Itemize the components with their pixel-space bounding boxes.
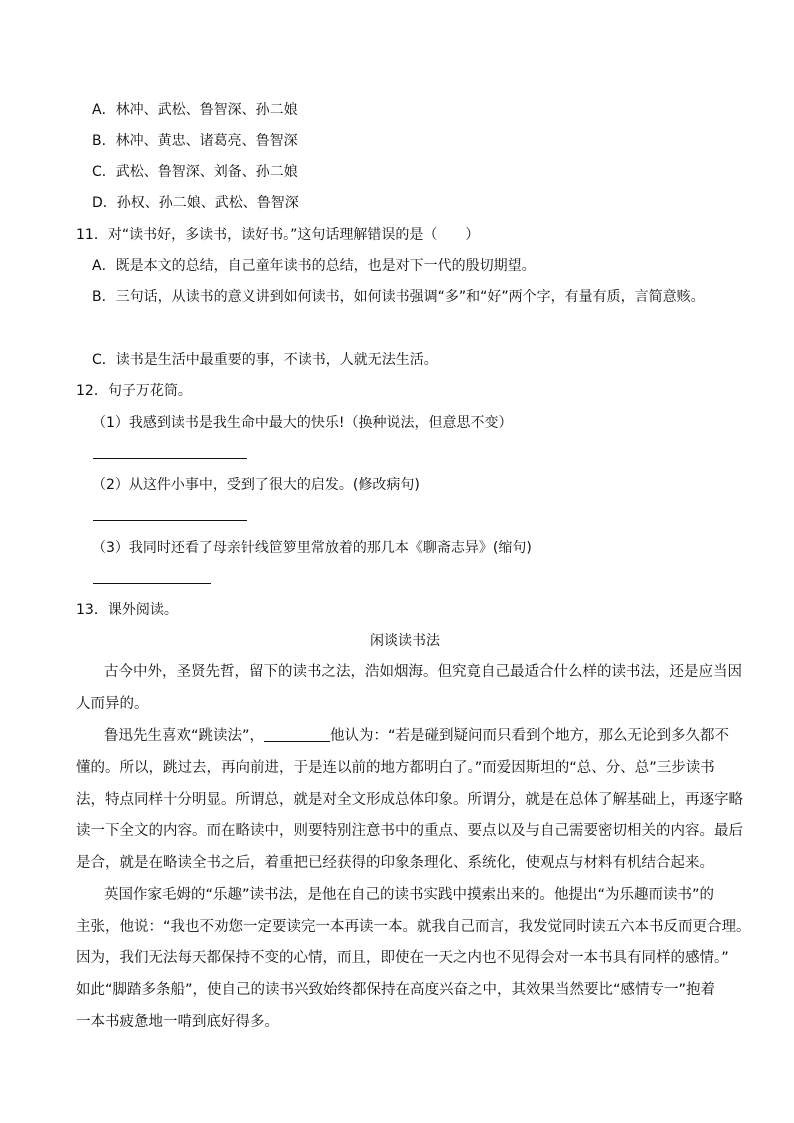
passage-line-part-2: 他认为：“若是碰到疑问而只看到个地方，那么无论到多久都不 — [330, 728, 730, 744]
passage-line-with-blank — [104, 727, 729, 745]
passage-line: 主张，他说：“我也不劝您一定要读完一本再读一本。就我自己而言，我发觉同时读五六本书反而更合理。 — [76, 919, 751, 935]
passage-line: 人而异的。 — [76, 696, 149, 712]
passage-line-part-1: 鲁迅先生喜欢“跳读法”， — [104, 728, 265, 744]
option-b: B．林冲、黄忠、诸葛亮、鲁智深 — [92, 133, 298, 149]
passage-title: 闲谈读书法 — [370, 633, 440, 649]
question-11-option-b: B．三句话，从读书的意义讲到如何读书，如何读书强调“多”和“好”两个字，有量有质，言简意赅。 — [92, 289, 705, 305]
answer-blank-3[interactable] — [93, 583, 211, 584]
question-12-item-1: （1）我感到读书是我生命中最大的快乐!（换种说法，但意思不变） — [92, 415, 513, 431]
question-12-item-3: （3）我同时还看了母亲针线笸箩里常放着的那几本《聊斋志异》(缩句) — [92, 540, 532, 556]
option-a: A．林冲、武松、鲁智深、孙二娘 — [92, 102, 298, 118]
option-c: C．武松、鲁智深、刘备、孙二娘 — [92, 164, 298, 180]
answer-blank-1[interactable] — [93, 458, 247, 459]
passage-line: 因为，我们无法每天都保持不变的心情，而且，即使在一天之内也不见得会对一本书具有同样的感情。” — [76, 950, 729, 966]
passage-line: 读一下全文的内容。而在略读中，则要特别注意书中的重点、要点以及与自己需要密切相关的内容。最后 — [76, 823, 743, 839]
option-d: D．孙权、孙二娘、武松、鲁智深 — [92, 195, 299, 211]
question-13-stem: 13．课外阅读。 — [76, 602, 178, 618]
passage-line: 一本书疲惫地一啃到底好得多。 — [76, 1014, 279, 1030]
question-12-stem: 12．句子万花筒。 — [76, 383, 192, 399]
passage-line: 如此“脚踏多条船”，使自己的读书兴致始终都保持在高度兴奋之中，其效果当然要比“感情专一”抱着 — [76, 982, 716, 998]
inline-answer-blank[interactable] — [264, 727, 330, 742]
passage-line: 法，特点同样十分明显。所谓总，就是对全文形成总体印象。所谓分，就是在总体了解基础上，再逐字略 — [76, 792, 743, 808]
question-11-stem: 11．对“读书好，多读书，读好书。”这句话理解错误的是（ ） — [76, 227, 480, 243]
answer-blank-2[interactable] — [93, 520, 247, 521]
passage-line: 古今中外，圣贤先哲，留下的读书之法，浩如烟海。但究竟自己最适合什么样的读书法，还是应当因 — [104, 664, 742, 680]
passage-line: 懂的。所以，跳过去，再向前进，于是连以前的地方都明白了。”而爱因斯坦的“总、分、总”三步读书 — [76, 760, 715, 776]
question-11-option-a: A．既是本文的总结，自己童年读书的总结，也是对下一代的殷切期望。 — [92, 258, 536, 274]
question-12-item-2: （2）从这件小事中，受到了很大的启发。(修改病句) — [92, 477, 420, 493]
passage-line: 英国作家毛姆的“乐趣”读书法，是他在自己的读书实践中摸索出来的。他提出“为乐趣而读书”的 — [104, 887, 715, 903]
question-11-option-c: C．读书是生活中最重要的事，不读书，人就无法生活。 — [92, 352, 438, 368]
passage-line: 是合，就是在略读全书之后，着重把已经获得的印象条理化、系统化，使观点与材料有机结合起来。 — [76, 855, 714, 871]
